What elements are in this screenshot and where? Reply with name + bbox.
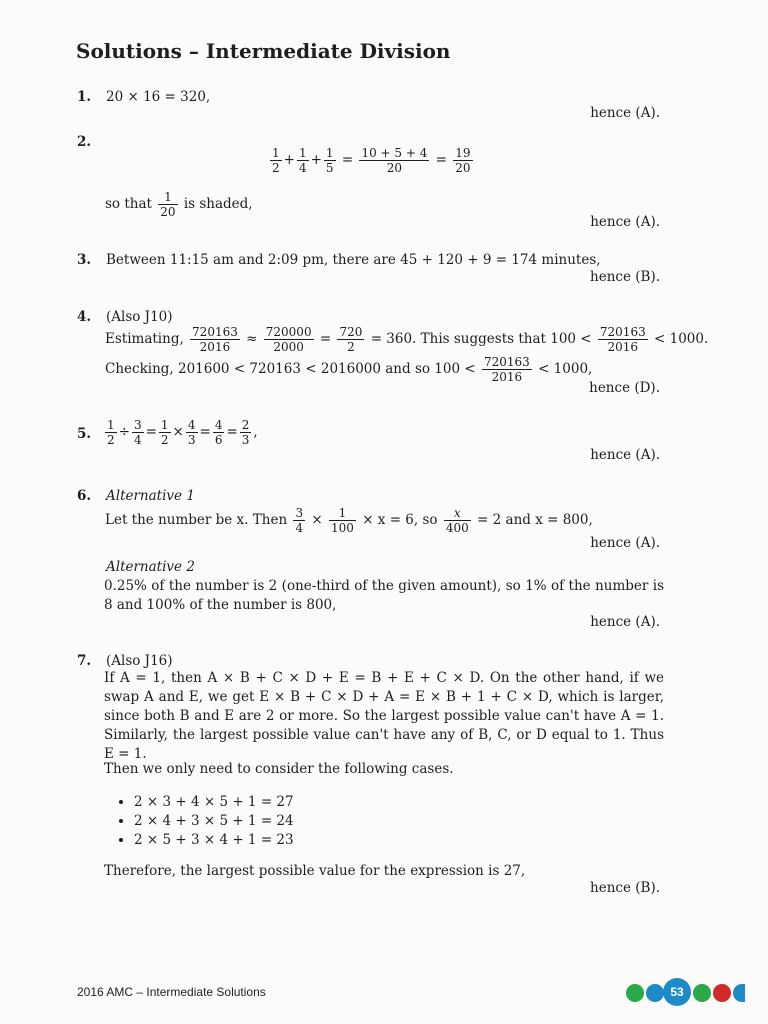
q2-frac-4: $\frac{10 + 5 + 4}{20}$ bbox=[361, 146, 428, 175]
q3-hence: hence (B). bbox=[590, 269, 660, 285]
q7-therefore: Therefore, the largest possible value for the expression is 27, bbox=[104, 863, 526, 879]
q3-number: 3. bbox=[77, 252, 92, 268]
q5-number: 5. bbox=[77, 426, 92, 442]
q6-alt2-text: 0.25% of the number is 2 (one-third of the given amount), so 1% of the number is 8 and 100% of the number is 800, bbox=[104, 578, 664, 613]
q4-number: 4. bbox=[77, 309, 92, 325]
q4-checking: Checking, 201600 < 720163 < 2016000 and so 100 < $\frac{720163}{2016}$ < 1000, bbox=[105, 355, 593, 384]
list-item: • 2 × 3 + 4 × 5 + 1 = 27 bbox=[134, 793, 294, 812]
q7-cases-list bbox=[104, 793, 294, 850]
list-item: • 2 × 5 + 3 × 4 + 1 = 23 bbox=[134, 831, 294, 850]
green-dot-icon bbox=[693, 984, 711, 1002]
q4-frac-d: $\frac{720163}{2016}$ bbox=[599, 325, 646, 354]
q5-frac-b: $\frac{3}{4}$ bbox=[133, 418, 142, 447]
q2-frac-5: $\frac{19}{20}$ bbox=[455, 146, 471, 175]
q2-frac-2: $\frac{1}{4}$ bbox=[298, 146, 307, 175]
blue-dot-icon bbox=[646, 984, 664, 1002]
q6-alt1-hence: hence (A). bbox=[590, 535, 660, 551]
page-title: Solutions – Intermediate Division bbox=[76, 39, 451, 63]
q7-number: 7. bbox=[77, 653, 92, 669]
q6-alt1-label: Alternative 1 bbox=[106, 488, 195, 504]
q5-frac-d: $\frac{4}{3}$ bbox=[187, 418, 196, 447]
footer-logo-dots bbox=[626, 978, 748, 1006]
q7-hence: hence (B). bbox=[590, 880, 660, 896]
q5-equation: $\frac{1}{2}$ ÷ $\frac{3}{4}$ = $\frac{1}{2}$ × $\frac{4}{3}$ = $\frac{4}{6}$ = $\frac{2}{3}$ , bbox=[107, 418, 258, 447]
q7-then: Then we only need to consider the following cases. bbox=[104, 761, 454, 777]
red-dot-icon bbox=[713, 984, 731, 1002]
q5-frac-f: $\frac{2}{3}$ bbox=[241, 418, 250, 447]
q2-frac-1: $\frac{1}{2}$ bbox=[272, 146, 280, 175]
q5-frac-c: $\frac{1}{2}$ bbox=[160, 418, 169, 447]
q6-frac-c: $\frac{x}{400}$ bbox=[445, 506, 469, 535]
q4-also: (Also J10) bbox=[106, 309, 173, 325]
q4-frac-e: $\frac{720163}{2016}$ bbox=[483, 355, 530, 384]
list-item: • 2 × 4 + 3 × 5 + 1 = 24 bbox=[134, 812, 294, 831]
footer-title: 2016 AMC – Intermediate Solutions bbox=[77, 985, 266, 999]
q1-number: 1. bbox=[77, 89, 92, 105]
green-dot-icon bbox=[626, 984, 644, 1002]
q4-estimating: Estimating, $\frac{720163}{2016}$ ≈ $\frac{720000}{2000}$ = $\frac{720}{2}$ = 360. This suggests that 100 < $\frac{720163}{2016}$ < 1000. bbox=[105, 325, 709, 354]
q6-frac-a: $\frac{3}{4}$ bbox=[295, 506, 304, 535]
q5-frac-a: $\frac{1}{2}$ bbox=[107, 418, 115, 447]
q5-hence: hence (A). bbox=[590, 447, 660, 463]
q2-shaded-frac: $\frac{1}{20}$ bbox=[160, 190, 176, 219]
q4-hence: hence (D). bbox=[589, 380, 660, 396]
q6-alt1-text: Let the number be x. Then $\frac{3}{4}$ × $\frac{1}{100}$ × x = 6, so $\frac{x}{400}$ = 2 and x = 800, bbox=[105, 506, 593, 535]
q2-hence: hence (A). bbox=[590, 214, 660, 230]
q6-alt2-hence: hence (A). bbox=[590, 614, 660, 630]
q6-frac-b: $\frac{1}{100}$ bbox=[330, 506, 354, 535]
q1-text: 20 × 16 = 320, bbox=[106, 89, 211, 105]
q2-equation: $\frac{1}{2}$ + $\frac{1}{4}$ + $\frac{1}{5}$ = $\frac{10 + 5 + 4}{20}$ = $\frac{19}{20}$ bbox=[272, 146, 471, 175]
blue-half-dot-icon bbox=[733, 984, 745, 1002]
q5-frac-e: $\frac{4}{6}$ bbox=[214, 418, 223, 447]
q2-so-that: so that $\frac{1}{20}$ is shaded, bbox=[105, 190, 253, 219]
q4-frac-b: $\frac{720000}{2000}$ bbox=[265, 325, 312, 354]
q3-text: Between 11:15 am and 2:09 pm, there are 45 + 120 + 9 = 174 minutes, bbox=[106, 252, 601, 268]
q1-hence: hence (A). bbox=[590, 105, 660, 121]
q6-number: 6. bbox=[77, 488, 92, 504]
q2-number: 2. bbox=[77, 134, 92, 150]
q4-frac-a: $\frac{720163}{2016}$ bbox=[192, 325, 238, 354]
q7-paragraph: If A = 1, then A × B + C × D + E = B + E + C × D. On the other hand, if we swap A and E, we get E × B + C × D + A = E × B + 1 + C × D, which is larger, since both B and E are 2 or more. So the largest possible value can't have A = 1. Similarly, the largest possible value can't have any of B, C, or D equal to 1. Thus E = 1. bbox=[104, 670, 664, 762]
q7-also: (Also J16) bbox=[106, 653, 173, 669]
q6-alt2-label: Alternative 2 bbox=[106, 559, 195, 575]
page-number: 53 bbox=[663, 978, 691, 1006]
q2-frac-3: $\frac{1}{5}$ bbox=[325, 146, 334, 175]
q4-frac-c: $\frac{720}{2}$ bbox=[339, 325, 363, 354]
